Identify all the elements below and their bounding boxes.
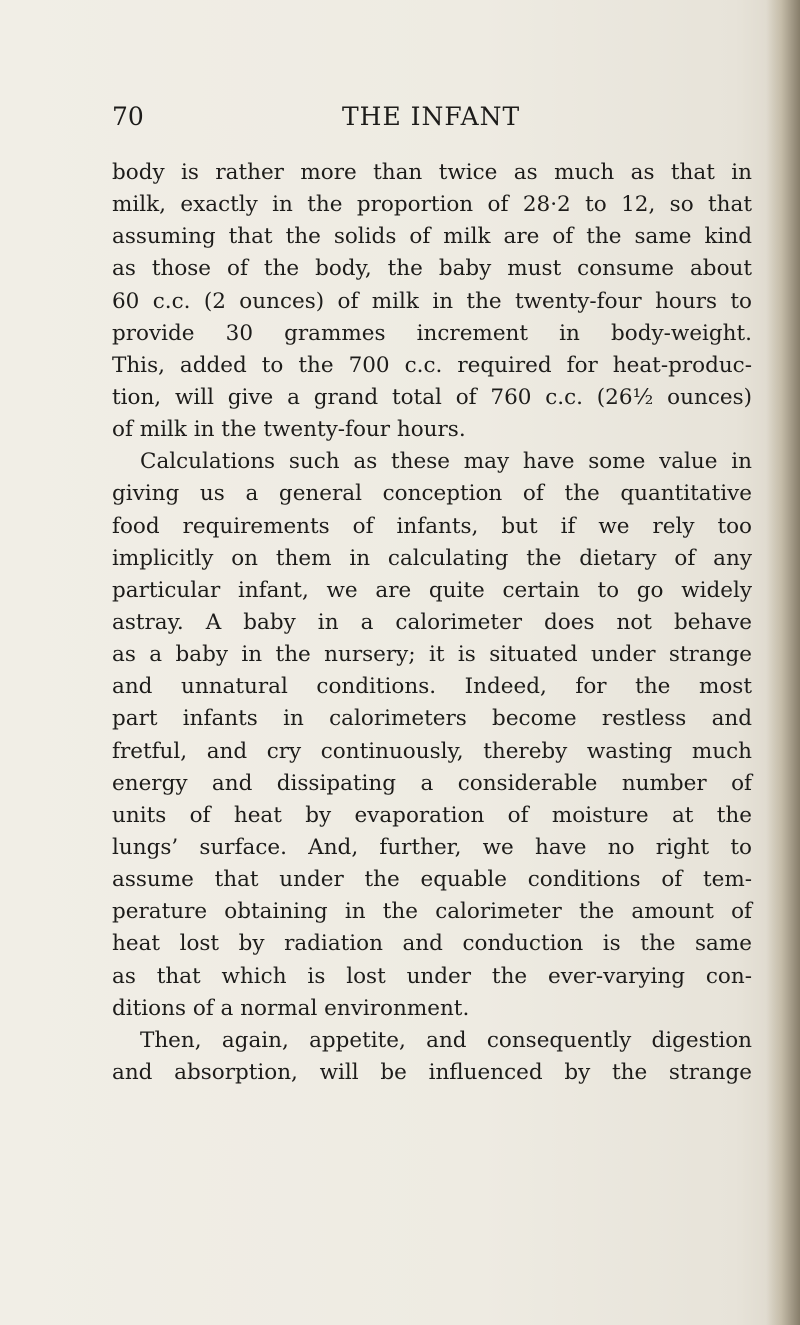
text-line: energy and dissipating a considerable number of — [112, 770, 752, 796]
text-line: 60 c.c. (2 ounces) of milk in the twenty-four hours to — [112, 288, 752, 314]
page-number: 70 — [112, 102, 144, 131]
text-line: heat lost by radiation and conduction is the same — [112, 931, 752, 957]
text-line: units of heat by evaporation of moisture at the — [112, 802, 752, 828]
text-line: Then, again, appetite, and consequently digestion — [140, 1027, 752, 1053]
text-line: as that which is lost under the ever-varying con- — [112, 963, 752, 989]
text-line: part infants in calorimeters become restless and — [112, 706, 752, 732]
text-line: giving us a general conception of the quantitative — [112, 481, 752, 507]
text-line: tion, will give a grand total of 760 c.c. (26½ ounces) — [112, 384, 752, 410]
body-text — [112, 157, 752, 1089]
text-line: body is rather more than twice as much as that in — [112, 160, 752, 185]
text-line: and unnatural conditions. Indeed, for the most — [112, 674, 752, 700]
text-line: astray. A baby in a calorimeter does not behave — [112, 609, 752, 635]
text-line: as a baby in the nursery; it is situated under strange — [112, 642, 752, 668]
text-line: food requirements of infants, but if we rely too — [112, 513, 752, 539]
text-line: provide 30 grammes increment in body-weight. — [112, 320, 752, 346]
text-line: of milk in the twenty-four hours. — [112, 417, 466, 443]
running-title: THE INFANT — [342, 102, 521, 131]
text-line: ditions of a normal environment. — [112, 995, 470, 1021]
text-line: Calculations such as these may have some value in — [140, 449, 752, 475]
text-line: This, added to the 700 c.c. required for heat-produc- — [112, 352, 752, 378]
page-edge-shadow — [766, 0, 800, 1325]
text-line: fretful, and cry continuously, thereby wasting much — [112, 738, 752, 764]
text-line: as those of the body, the baby must consume about — [112, 256, 752, 282]
text-line: implicitly on them in calculating the dietary of any — [112, 545, 752, 571]
text-line: assume that under the equable conditions of tem- — [112, 867, 752, 893]
page-header — [112, 102, 752, 142]
text-line: assuming that the solids of milk are of the same kind — [112, 224, 752, 250]
text-line: perature obtaining in the calorimeter the amount of — [112, 899, 752, 925]
text-line: milk, exactly in the proportion of 28·2 to 12, so that — [112, 192, 752, 218]
text-line: and absorption, will be influenced by the strange — [112, 1059, 752, 1085]
text-line: particular infant, we are quite certain to go widely — [112, 577, 752, 603]
text-line: lungs’ surface. And, further, we have no right to — [112, 834, 752, 860]
